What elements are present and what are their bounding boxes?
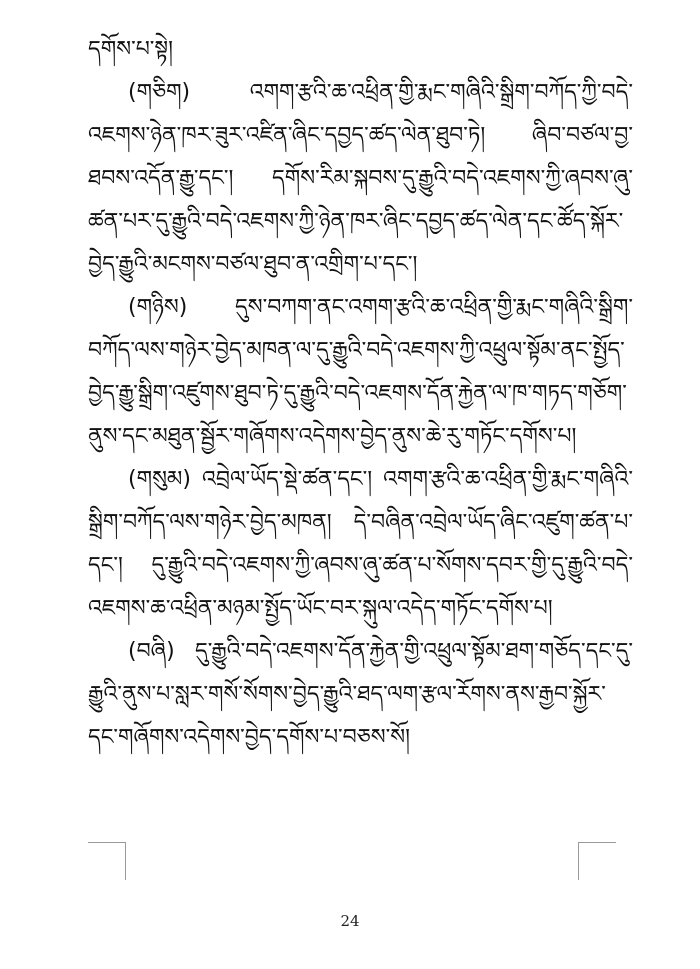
paragraph-intro: དགོས་པ་སྟེ།	[88, 37, 174, 62]
crop-mark-right-vertical	[578, 842, 579, 880]
crop-mark-left-vertical	[125, 842, 126, 880]
paragraph-point-2: (གཉིས) དུས་བཀག་ནང་འགག་རྩའི་ཆ་འཕྲིན་གྱི་རྨང་གཞིའི་སྒྲིག་བཀོད་ལས་གཉེར་བྱེད་མཁན་ལ་དུ་རྒྱུའི་བདེ་འཇགས་ཀྱི་འཕྲུལ་སྟོམ་ནང་སྤྱོད་བྱེད་རྒྱུ་སྒྲིག་འཛུགས་ཐུབ་ཏེ་དུ་རྒྱུའི་བདེ་འཇགས་དོན་རྐྱེན་ལ་ཁ་གཏད་གཅོག་ནུས་དང་མཐུན་སྦྱོར་གཞོགས་འདེགས་བྱེད་ནུས་ཆེ་རུ་གཏོང་དགོས་པ།	[88, 295, 633, 449]
crop-mark-right-horizontal	[578, 842, 616, 843]
crop-mark-left-horizontal	[88, 842, 126, 843]
page-body	[88, 28, 633, 759]
paragraph-point-3: (གསུམ) འབྲེལ་ཡོད་སྡེ་ཚན་དང་། འགག་རྩའི་ཆ་འཕྲིན་གྱི་རྨང་གཞིའི་སྒྲིག་བཀོད་ལས་གཉེར་བྱེད་མཁན། དེ་བཞིན་འབྲེལ་ཡོད་ཞིང་འཛུག་ཚན་པ་དང་། དུ་རྒྱུའི་བདེ་འཇགས་ཀྱི་ཞབས་ཞུ་ཚན་པ་སོགས་དབར་གྱི་དུ་རྒྱུའི་བདེ་འཇགས་ཆ་འཕྲིན་མཉམ་སྤྱོད་ཡོང་བར་སྐུལ་འདེད་གཏོང་དགོས་པ།	[88, 467, 633, 621]
paragraph-point-4: (བཞི) དུ་རྒྱུའི་བདེ་འཇགས་དོན་རྐྱེན་གྱི་འཕྲུལ་སྟོམ་ཐག་གཅོད་དང་དུ་རྒྱུའི་ནུས་པ་སླར་གསོ་སོགས་བྱེད་རྒྱུའི་ཐད་ལག་རྩལ་རོགས་ནས་རྒྱབ་སྐྱོར་དང་གཞོགས་འདེགས་བྱེད་དགོས་པ་བཅས་སོ།	[88, 639, 633, 750]
paragraph-point-1: (གཅིག) འགག་རྩའི་ཆ་འཕྲིན་གྱི་རྨང་གཞིའི་སྒྲིག་བཀོད་ཀྱི་བདེ་འཇགས་ཉེན་ཁར་ཟུར་འཛིན་ཞིང་དབྱད་ཚད་ལེན་ཐུབ་ཏེ། ཞིབ་བཙལ་བྱ་ཐབས་འདོན་རྒྱུ་དང་། དགོས་རིམ་སྐབས་དུ་རྒྱུའི་བདེ་འཇགས་ཀྱི་ཞབས་ཞུ་ཚན་པར་དུ་རྒྱུའི་བདེ་འཇགས་ཀྱི་ཉེན་ཁར་ཞིང་དབྱད་ཚད་ལེན་དང་ཚོད་སྐོར་བྱེད་རྒྱུའི་མངགས་བཙལ་ཐུབ་ན་འགྲིག་པ་དང་།	[88, 80, 633, 277]
page-number: 24	[340, 912, 360, 930]
